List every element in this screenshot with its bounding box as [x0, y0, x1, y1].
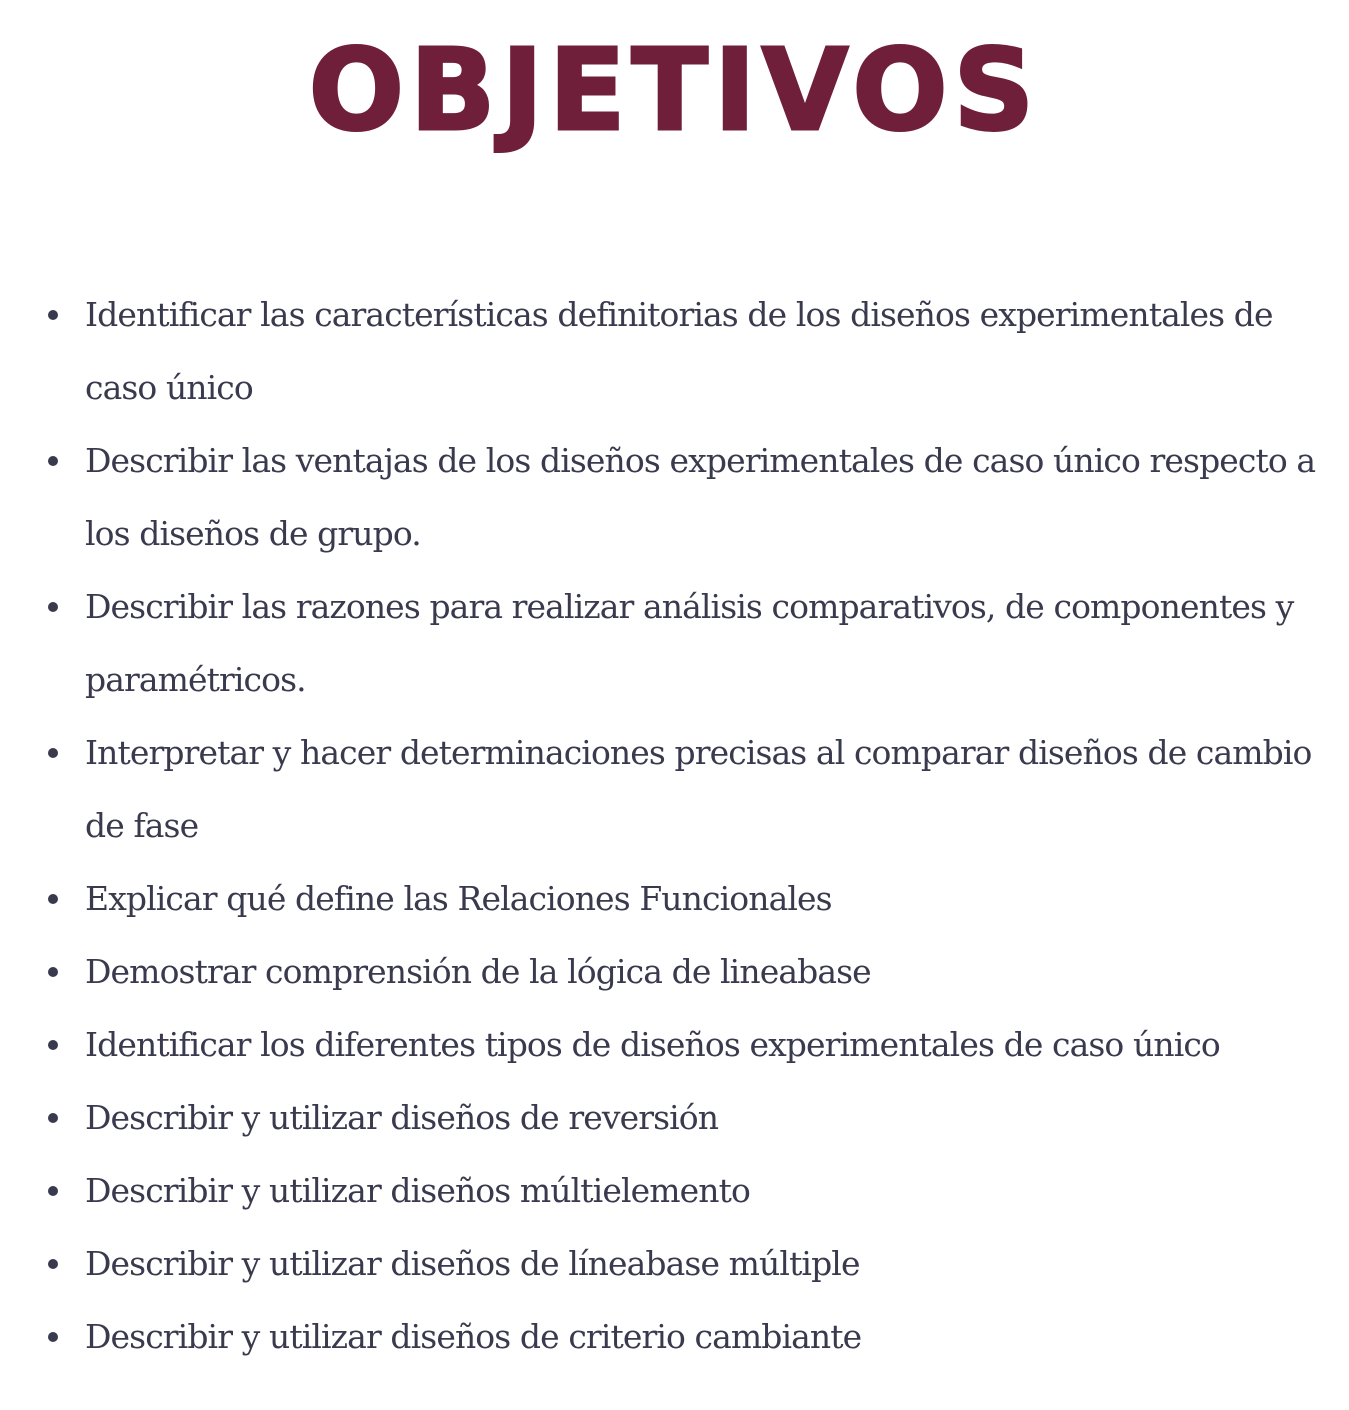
- list-item-text: Identificar las características definitorias de los diseños experimentales de caso único: [85, 295, 1273, 407]
- bullet-icon: [48, 1186, 58, 1196]
- bullet-icon: [48, 748, 58, 758]
- list-item: [0, 278, 1349, 424]
- list-item-text: Describir y utilizar diseños de líneabase múltiple: [85, 1244, 860, 1283]
- list-item-text: Describir y utilizar diseños de reversión: [85, 1098, 719, 1137]
- list-item: [0, 1008, 1349, 1081]
- list-item: [0, 935, 1349, 1008]
- bullet-icon: [48, 602, 58, 612]
- list-item-text: Demostrar comprensión de la lógica de lineabase: [85, 952, 871, 991]
- list-item: [0, 1227, 1349, 1300]
- list-item: [0, 1081, 1349, 1154]
- page-title: OBJETIVOS: [308, 26, 1041, 156]
- bullet-icon: [48, 1040, 58, 1050]
- bullet-icon: [48, 1332, 58, 1342]
- objectives-list: [0, 278, 1349, 1373]
- bullet-icon: [48, 1113, 58, 1123]
- bullet-icon: [48, 1259, 58, 1269]
- list-item-text: Interpretar y hacer determinaciones precisas al comparar diseños de cambio de fase: [85, 733, 1312, 845]
- list-item-text: Identificar los diferentes tipos de diseños experimentales de caso único: [85, 1025, 1220, 1064]
- bullet-icon: [48, 310, 58, 320]
- list-item: [0, 424, 1349, 570]
- list-item: [0, 1300, 1349, 1373]
- list-item: [0, 716, 1349, 862]
- list-item-text: Describir y utilizar diseños múltielemento: [85, 1171, 750, 1210]
- list-item: [0, 862, 1349, 935]
- list-item: [0, 570, 1349, 716]
- bullet-icon: [48, 456, 58, 466]
- list-item-text: Describir las ventajas de los diseños experimentales de caso único respecto a los diseños de grupo.: [85, 441, 1316, 553]
- list-item-text: Describir y utilizar diseños de criterio cambiante: [85, 1317, 862, 1356]
- list-item-text: Explicar qué define las Relaciones Funcionales: [85, 879, 832, 918]
- bullet-icon: [48, 894, 58, 904]
- list-item: [0, 1154, 1349, 1227]
- list-item-text: Describir las razones para realizar análisis comparativos, de componentes y paramétricos.: [85, 587, 1294, 699]
- bullet-icon: [48, 967, 58, 977]
